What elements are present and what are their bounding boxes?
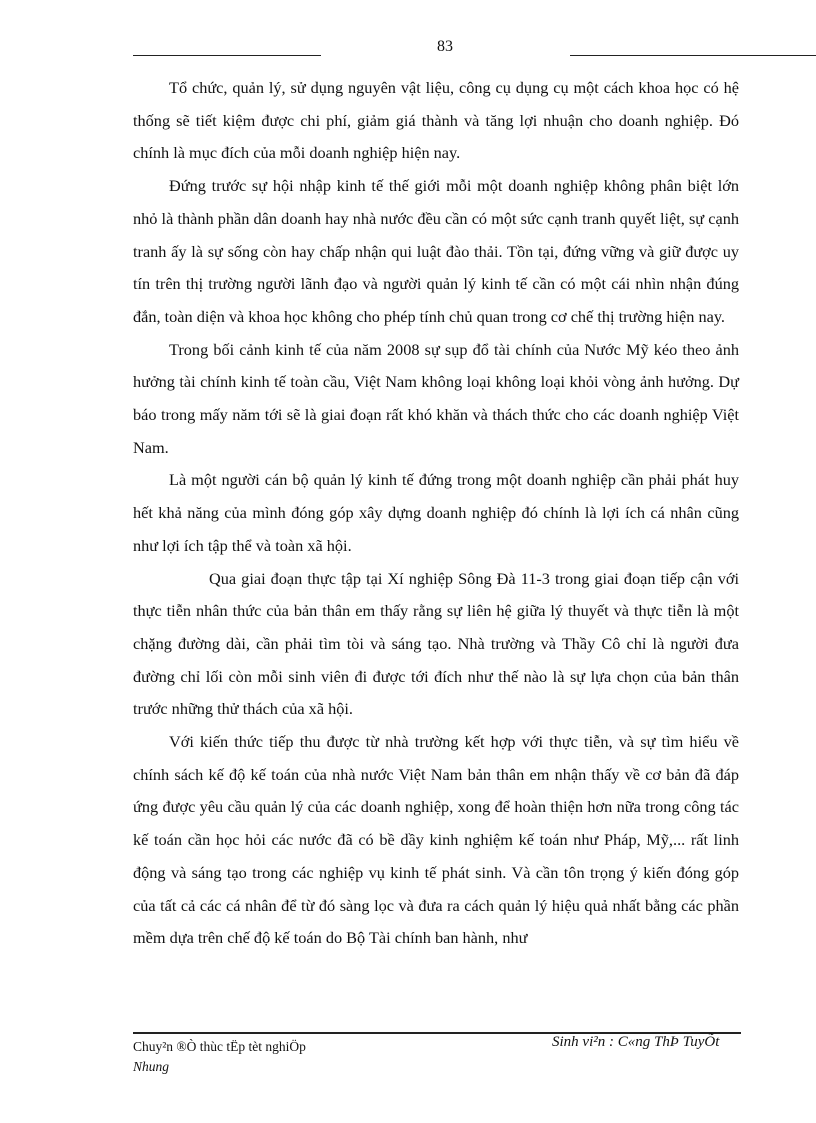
header-rule-right [570, 55, 816, 56]
footer-student: Sinh vi²n : C«ng ThÞ TuyÕt [552, 1034, 720, 1050]
paragraph-1: Tổ chức, quản lý, sử dụng nguyên vật liệu, công cụ dụng cụ một cách khoa học có hệ thống sẽ tiết kiệm được chi phí, giảm giá thành và tăng lợi nhuận cho doanh nghiệp. Đó chính là mục đích của mỗi doanh nghiệp hiện nay. [133, 78, 739, 163]
page-number: 83 [437, 38, 453, 55]
footer-title-line1: Chuy²n ®Ò thùc tËp tèt nghiÖp [133, 1039, 306, 1054]
paragraph-6: Với kiến thức tiếp thu được từ nhà trường kết hợp với thực tiễn, và sự tìm hiểu về chính sách kế độ kế toán của nhà nước Việt Nam bản thân em nhận thấy về cơ bản đã đáp ứng được yêu cầu quản lý của các doanh nghiệp, xong để hoàn thiện hơn nữa trong công tác kế toán cần học hỏi các nước đã có bề dầy kinh nghiệm kế toán như Pháp, Mỹ,... rất linh động và sáng tạo trong các nghiệp vụ kinh tế phát sinh. Và cần tôn trọng ý kiến đóng góp của tất cả các cá nhân để từ đó sàng lọc và đưa ra cách quản lý hiệu quả nhất bằng các phần mềm dựa trên chế độ kế toán do Bộ Tài chính ban hành, như [133, 732, 739, 948]
paragraph-4: Là một người cán bộ quản lý kinh tế đứng trong một doanh nghiệp cần phải phát huy hết khả năng của mình đóng góp xây dựng doanh nghiệp đó chính là lợi ích cá nhân cũng như lợi ích tập thể và toàn xã hội. [133, 470, 739, 555]
paragraph-5: Qua giai đoạn thực tập tại Xí nghiệp Sông Đà 11-3 trong giai đoạn tiếp cận với thực tiễn nhân thức của bản thân em thấy rằng sự liên hệ giữa lý thuyết và thực tiễn là một chặng đường dài, cần phải tìm tòi và sáng tạo. Nhà trường và Thầy Cô chỉ là người đưa đường chỉ lối còn mỗi sinh viên đi được tới đích như thế nào là sự lựa chọn của bản thân trước những thử thách của xã hội. [133, 568, 739, 719]
paragraph-2: Đứng trước sự hội nhập kinh tế thế giới mỗi một doanh nghiệp không phân biệt lớn nhỏ là thành phần dân doanh hay nhà nước đều cần có một sức cạnh tranh quyết liệt, sự cạnh tranh ấy là sự sống còn hay chấp nhận qui luật đào thải. Tồn tại, đứng vững và giữ được uy tín trên thị trường người lãnh đạo và người quản lý kinh tế cần có một cái nhìn nhận đúng đắn, toàn diện và khoa học không cho phép tính chủ quan trong cơ chế thị trường hiện nay. [133, 176, 739, 326]
footer-title-line2: Nhung [133, 1059, 170, 1074]
document-body [133, 72, 739, 955]
footer-title [133, 1037, 306, 1077]
header-rule-left [133, 55, 321, 56]
paragraph-3: Trong bối cảnh kinh tế của năm 2008 sự sụp đổ tài chính của Nước Mỹ kéo theo ảnh hưởng tài chính kinh tế toàn cầu, Việt Nam không loại không loại khỏi vòng ảnh hưởng. Dự báo trong mấy năm tới sẽ là giai đoạn rất khó khăn và thách thức cho các doanh nghiệp Việt Nam. [133, 339, 739, 457]
